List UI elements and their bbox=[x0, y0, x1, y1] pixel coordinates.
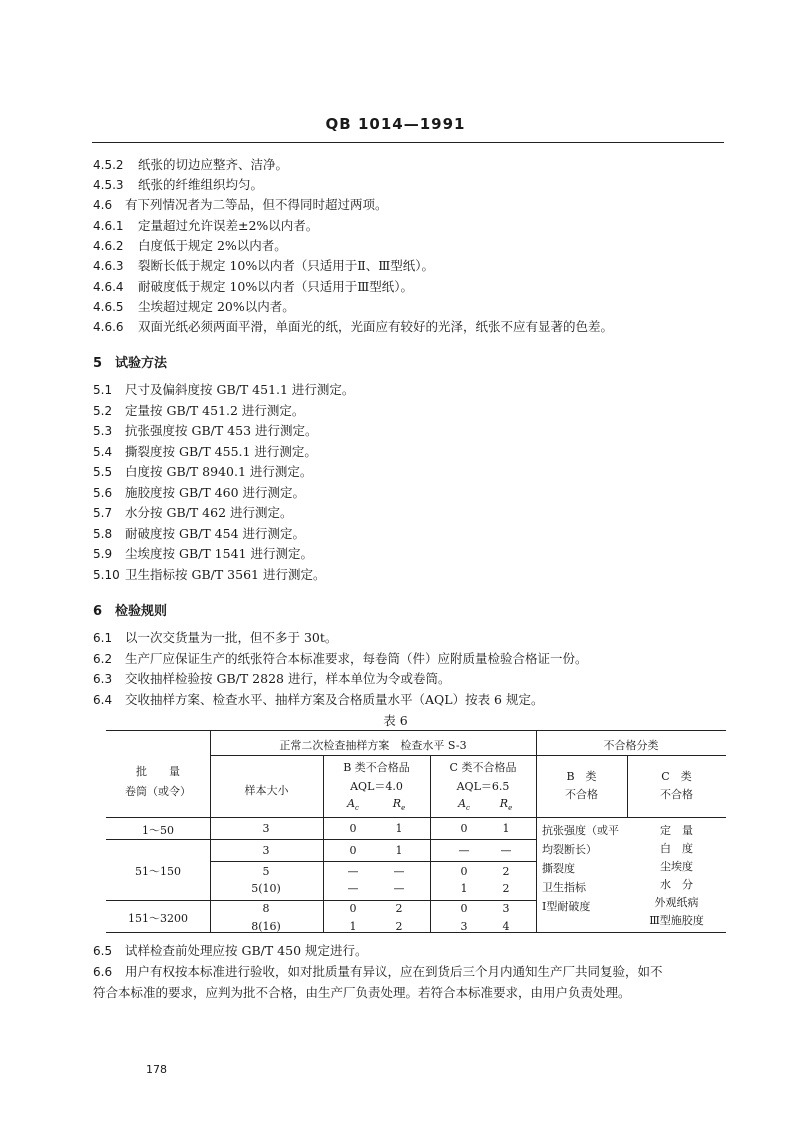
lot-size: 151～3200 bbox=[128, 912, 188, 925]
b-re-value: 2 bbox=[395, 902, 403, 915]
b-re-value: 1 bbox=[395, 844, 403, 857]
c-ac-value: 1 bbox=[460, 882, 468, 895]
b-re-value: — bbox=[393, 882, 405, 895]
b-class-item: 均裂断长） bbox=[542, 843, 597, 856]
header-rule bbox=[92, 142, 724, 143]
header-c-nonconform: 不合格 bbox=[660, 788, 693, 801]
clause-text: 定量超过允许误差±2%以内者。 bbox=[138, 218, 319, 233]
clause-number: 5.3 bbox=[93, 424, 113, 438]
section-title: 检验规则 bbox=[115, 604, 168, 619]
header-ac bbox=[454, 797, 474, 812]
b-class-item: 抗张强度（或平 bbox=[542, 824, 619, 837]
clause-number: 4.5.2 bbox=[93, 158, 124, 172]
clause-number: 4.6.2 bbox=[93, 239, 124, 253]
clause-text: 施胶度按 GB/T 460 进行测定。 bbox=[125, 484, 305, 500]
clause-number: 4.6.3 bbox=[93, 259, 124, 273]
header-re bbox=[496, 797, 516, 812]
clause-text: 双面光纸必须两面平滑，单面光的纸，光面应有较好的光泽，纸张不应有显著的色差。 bbox=[138, 319, 614, 334]
sample-size: 5 bbox=[262, 865, 270, 878]
sample-size: 3 bbox=[262, 822, 270, 835]
header-b-aql: AQL＝4.0 bbox=[350, 780, 403, 793]
b-ac-value: 0 bbox=[349, 822, 357, 835]
clause-text: 白度低于规定 2%以内者。 bbox=[138, 238, 287, 253]
lot-size: 51～150 bbox=[135, 865, 181, 878]
ac-subscript: c bbox=[466, 804, 470, 813]
c-re-value: 2 bbox=[502, 882, 510, 895]
clause-text: 耐破度低于规定 10%以内者（只适用于Ⅲ型纸）。 bbox=[138, 279, 414, 294]
document-code-header: QB 1014—1991 bbox=[325, 115, 466, 133]
clause bbox=[93, 403, 304, 419]
clause bbox=[93, 218, 318, 234]
paragraph-continuation: 符合本标准的要求，应判为批不合格，由生产厂负责处理。若符合本标准要求，由用户负责处理。 bbox=[93, 985, 631, 1000]
header-c-class: C 类不合格品 bbox=[449, 761, 517, 774]
table-rule bbox=[106, 730, 726, 731]
b-ac-value: — bbox=[347, 882, 359, 895]
clause bbox=[93, 238, 287, 254]
clause bbox=[93, 197, 388, 213]
re-letter: R bbox=[392, 797, 402, 810]
clause bbox=[93, 444, 317, 460]
b-ac-value: — bbox=[347, 865, 359, 878]
table-rule bbox=[536, 730, 537, 932]
c-re-value: 4 bbox=[502, 920, 510, 933]
clause-text: 纸张的纤维组织均匀。 bbox=[138, 177, 264, 192]
clause-text: 尘埃度按 GB/T 1541 进行测定。 bbox=[125, 546, 313, 561]
b-re-value: 1 bbox=[395, 822, 403, 835]
clause bbox=[93, 692, 543, 708]
sample-size: 5(10) bbox=[251, 882, 281, 895]
ac-subscript: c bbox=[355, 804, 359, 813]
clause bbox=[93, 943, 368, 959]
header-nonconformity-class: 不合格分类 bbox=[603, 739, 659, 752]
c-class-item: 定 量 bbox=[660, 824, 693, 837]
c-ac-value: — bbox=[458, 844, 470, 857]
clause-text: 抗张强度按 GB/T 453 进行测定。 bbox=[125, 423, 318, 438]
c-re-value: — bbox=[500, 844, 512, 857]
ac-letter: A bbox=[347, 797, 356, 810]
clause bbox=[93, 671, 450, 687]
clause bbox=[93, 526, 305, 542]
b-class-item: 卫生指标 bbox=[542, 881, 586, 894]
clause-number: 4.6.5 bbox=[93, 300, 124, 314]
c-re-value: 3 bbox=[502, 902, 510, 915]
clause bbox=[93, 630, 337, 646]
lot-size: 1～50 bbox=[142, 824, 174, 837]
clause-text: 生产厂应保证生产的纸张符合本标准要求，每卷筒（件）应附质量检验合格证一份。 bbox=[125, 650, 588, 666]
section-6-heading bbox=[93, 600, 167, 619]
section-number: 6 bbox=[93, 604, 103, 619]
clause-number: 5.8 bbox=[93, 526, 113, 541]
clause-number: 4.6.6 bbox=[93, 320, 124, 334]
clause-number: 4.6 bbox=[93, 198, 113, 212]
section-number: 5 bbox=[93, 356, 103, 371]
c-class-item: 尘埃度 bbox=[660, 860, 693, 873]
clause bbox=[93, 964, 663, 980]
clause-number: 6.6 bbox=[93, 965, 113, 979]
header-b-class: B 类不合格品 bbox=[343, 761, 410, 774]
b-re-value: — bbox=[393, 865, 405, 878]
clause-number: 5.4 bbox=[93, 444, 113, 459]
clause-text: 用户有权按本标准进行验收，如对批质量有异议，应在到货后三个月内通知生产厂共同复验，如不 bbox=[125, 964, 663, 979]
clause bbox=[93, 279, 413, 295]
clause-text: 交收抽样方案、检查水平、抽样方案及合格质量水平（AQL）按表 6 规定。 bbox=[125, 691, 544, 707]
c-re-value: 1 bbox=[502, 822, 510, 835]
clause bbox=[93, 299, 295, 315]
sample-size: 3 bbox=[262, 844, 270, 857]
header-sampling-plan: 正常二次检查抽样方案 检查水平 S-3 bbox=[279, 739, 467, 752]
header-c-aql: AQL＝6.5 bbox=[456, 780, 510, 793]
b-re-value: 2 bbox=[395, 920, 403, 933]
clause-text: 定量按 GB/T 451.2 进行测定。 bbox=[125, 402, 305, 418]
clause bbox=[93, 382, 354, 398]
table-caption: 表 6 bbox=[383, 713, 408, 728]
clause-text: 裂断长低于规定 10%以内者（只适用于Ⅱ、Ⅲ型纸）。 bbox=[138, 258, 435, 273]
c-ac-value: 3 bbox=[460, 920, 468, 933]
clause-number: 6.5 bbox=[93, 944, 113, 958]
clause bbox=[93, 651, 588, 667]
clause-number: 6.1 bbox=[93, 631, 113, 645]
sample-size: 8(16) bbox=[251, 920, 281, 933]
clause-text: 有下列情况者为二等品，但不得同时超过两项。 bbox=[125, 197, 388, 212]
clause-text: 以一次交货量为一批，但不多于 30t。 bbox=[125, 630, 338, 645]
header-lot-size: 批 量 bbox=[136, 765, 180, 778]
clause-text: 尺寸及偏斜度按 GB/T 451.1 进行测定。 bbox=[125, 382, 355, 397]
clause bbox=[93, 464, 312, 480]
b-ac-value: 1 bbox=[349, 920, 357, 933]
table-rule bbox=[106, 932, 726, 933]
table-rule bbox=[106, 839, 536, 840]
clause-text: 纸张的切边应整齐、洁净。 bbox=[138, 157, 289, 172]
clause-number: 6.3 bbox=[93, 672, 113, 686]
clause-number: 5.10 bbox=[93, 567, 120, 582]
clause-number: 6.4 bbox=[93, 692, 113, 707]
header-lot-unit: 卷筒（或令） bbox=[125, 785, 191, 798]
b-class-item: 撕裂度 bbox=[542, 862, 575, 875]
page-number: 178 bbox=[146, 1063, 167, 1076]
clause-number: 6.2 bbox=[93, 651, 113, 666]
header-c-type: C 类 bbox=[661, 770, 692, 783]
section-title: 试验方法 bbox=[115, 356, 168, 371]
clause bbox=[93, 157, 288, 173]
re-subscript: e bbox=[401, 804, 406, 813]
clause-text: 撕裂度按 GB/T 455.1 进行测定。 bbox=[125, 443, 317, 459]
c-ac-value: 0 bbox=[460, 822, 468, 835]
c-ac-value: 0 bbox=[460, 865, 468, 878]
table-rule bbox=[210, 730, 211, 932]
clause-text: 试样检查前处理应按 GB/T 450 规定进行。 bbox=[125, 943, 368, 958]
header-sample-size: 样本大小 bbox=[244, 784, 289, 797]
clause bbox=[93, 258, 434, 274]
clause-number: 4.6.4 bbox=[93, 280, 124, 294]
sampling-table bbox=[106, 730, 726, 932]
clause-text: 水分按 GB/T 462 进行测定。 bbox=[125, 505, 293, 520]
clause-number: 5.5 bbox=[93, 465, 113, 479]
table-rule bbox=[210, 755, 726, 756]
c-class-item: 白 度 bbox=[660, 842, 693, 855]
clause-number: 5.7 bbox=[93, 506, 113, 520]
ac-letter: A bbox=[458, 797, 467, 810]
c-class-item: 水 分 bbox=[660, 878, 693, 891]
clause-text: 尘埃超过规定 20%以内者。 bbox=[138, 299, 295, 314]
c-class-item: Ⅲ型施胶度 bbox=[649, 914, 704, 927]
table-rule bbox=[106, 900, 536, 901]
b-ac-value: 0 bbox=[349, 844, 357, 857]
table-rule bbox=[210, 861, 536, 862]
c-class-item: 外观纸病 bbox=[654, 896, 699, 909]
clause-number: 5.6 bbox=[93, 485, 113, 500]
clause-number: 4.6.1 bbox=[93, 219, 124, 233]
clause-number: 5.1 bbox=[93, 383, 113, 397]
re-subscript: e bbox=[508, 804, 513, 813]
header-re bbox=[389, 797, 409, 812]
b-class-item: Ⅰ型耐破度 bbox=[542, 900, 591, 913]
clause-text: 白度按 GB/T 8940.1 进行测定。 bbox=[125, 464, 313, 479]
clause-number: 5.2 bbox=[93, 403, 113, 418]
clause-number: 5.9 bbox=[93, 547, 113, 561]
clause bbox=[93, 546, 313, 562]
c-ac-value: 0 bbox=[460, 902, 468, 915]
clause bbox=[93, 485, 305, 501]
header-ac bbox=[343, 797, 363, 812]
clause-text: 交收抽样检验按 GB/T 2828 进行，样本单位为令或卷筒。 bbox=[125, 671, 451, 686]
clause-text: 卫生指标按 GB/T 3561 进行测定。 bbox=[125, 566, 326, 582]
clause bbox=[93, 567, 325, 583]
header-b-nonconform: 不合格 bbox=[565, 788, 598, 801]
sample-size: 8 bbox=[262, 902, 270, 915]
c-re-value: 2 bbox=[502, 865, 510, 878]
re-letter: R bbox=[499, 797, 509, 810]
clause bbox=[93, 505, 293, 521]
clause bbox=[93, 319, 613, 335]
clause-number: 4.5.3 bbox=[93, 178, 124, 192]
clause bbox=[93, 177, 263, 193]
clause bbox=[93, 423, 318, 439]
b-ac-value: 0 bbox=[349, 902, 357, 915]
clause-text: 耐破度按 GB/T 454 进行测定。 bbox=[125, 525, 305, 541]
header-b-type: B 类 bbox=[566, 770, 597, 783]
table-rule bbox=[106, 817, 726, 818]
section-5-heading bbox=[93, 352, 167, 371]
